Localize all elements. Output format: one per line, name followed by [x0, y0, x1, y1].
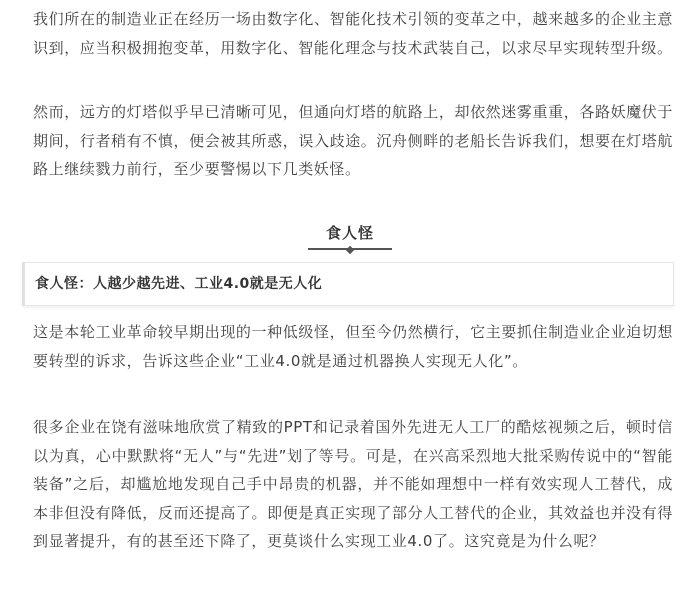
section-title-text: 食人怪	[325, 224, 374, 242]
highlight-quote-text: 食人怪：人越少越先进、工业4.0就是无人化	[35, 276, 323, 292]
paragraph-lighthouse: 然而，远方的灯塔似乎早已清晰可见，但通向灯塔的航路上，却依然迷雾重重，各路妖魔伏于期间，行者稍有不慎，便会被其所惑，误入歧途。沉舟侧畔的老船长告诉我们，想要在灯塔航路上继续戮力前行，至少要警惕以下几类妖怪。	[33, 103, 673, 178]
section-heading	[0, 222, 700, 250]
section-title	[308, 222, 392, 250]
paragraph-unmanned-factory: 很多企业在饶有滋味地欣赏了精致的PPT和记录着国外先进无人工厂的酷炫视频之后，顿时信以为真，心中默默将“无人”与“先进”划了等号。可是，在兴高采烈地大批采购传说中的“智能装备”之后，却尴尬地发现自己手中昂贵的机器，并不能如理想中一样有效实现人工替代，成本非但没有降低，反而还提高了。即便是真正实现了部分人工替代的企业，其效益也并没有得到显著提升，有的甚至还下降了，更莫谈什么实现工业4.0了。这究竟是为什么呢？	[33, 418, 673, 550]
paragraph-low-level-monster: 这是本轮工业革命较早期出现的一种低级怪，但至今仍然横行，它主要抓住制造业企业迫切想要转型的诉求，告诉这些企业“工业4.0就是通过机器换人实现无人化”。	[33, 323, 673, 370]
paragraph-intro: 我们所在的制造业正在经历一场由数字化、智能化技术引领的变革之中，越来越多的企业主意识到，应当积极拥抱变革，用数字化、智能化理念与技术武装自己，以求尽早实现转型升级。	[33, 10, 673, 57]
highlight-quote-box	[22, 262, 674, 306]
